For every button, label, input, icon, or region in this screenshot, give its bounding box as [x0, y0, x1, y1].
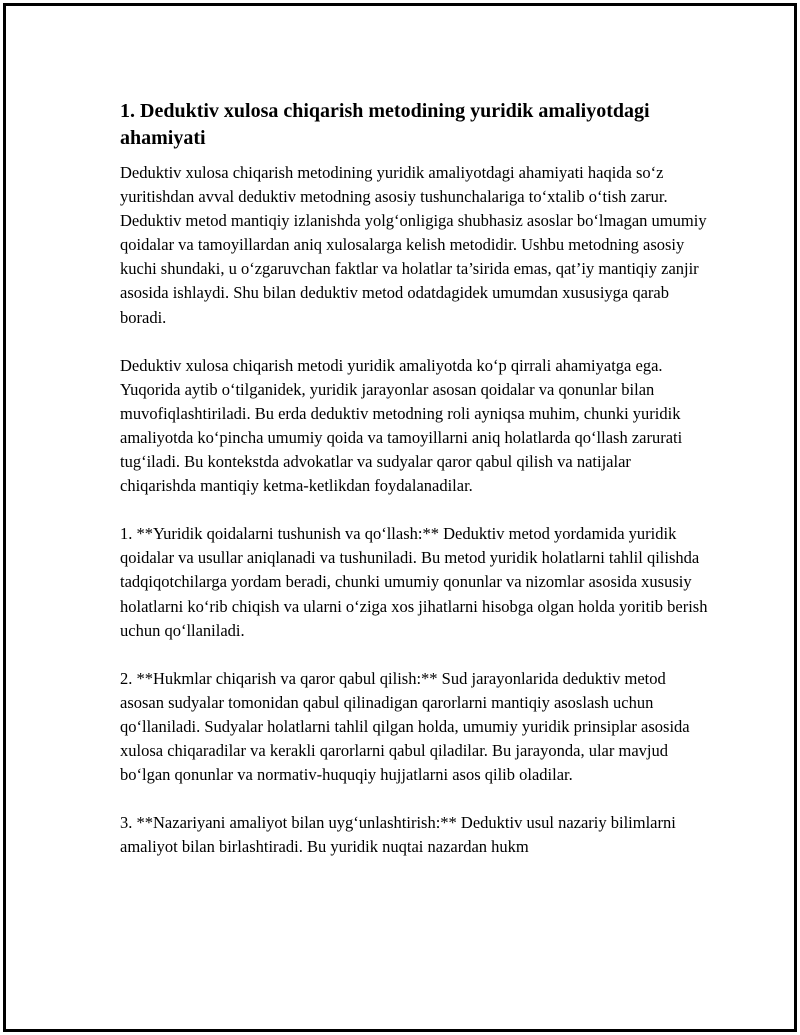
document-page — [3, 3, 797, 1032]
paragraph-point-2: 2. **Hukmlar chiqarish va qaror qabul qilish:** Sud jarayonlarida deduktiv metod asosan sudyalar tomonidan qabul qilinadigan qarorlarni mantiqiy asoslash uchun qo‘llaniladi. Sudyalar holatlarni tahlil qilgan holda, umumiy yuridik prinsiplar asosida xulosa chiqaradilar va kerakli qarorlarni qabul qiladilar. Bu jarayonda, ular mavjud bo‘lgan qonunlar va normativ-huquqiy hujjatlarni asos qilib oladilar. — [120, 668, 690, 785]
document-body — [120, 98, 710, 883]
section-heading: 1. Deduktiv xulosa chiqarish metodining yuridik amaliyotdagi ahamiyati — [120, 100, 650, 149]
paragraph-point-3: 3. **Nazariyani amaliyot bilan uyg‘unlashtirish:** Deduktiv usul nazariy bilimlarni amaliyot bilan birlashtiradi. Bu yuridik nuqtai nazardan hukm — [120, 813, 676, 857]
paragraph-significance: Deduktiv xulosa chiqarish metodi yuridik amaliyotda ko‘p qirrali ahamiyatga ega. Yuqorida aytib o‘tilganidek, yuridik jarayonlar asosan qoidalar va qonunlar bilan muvofiqlashtiriladi. Bu erda deduktiv metodning roli ayniqsa muhim, chunki yuridik amaliyotda ko‘pincha umumiy qoida va tamoyillarni aniq holatlarda qo‘llash zarurati tug‘iladi. Bu kontekstda advokatlar va sudyalar qaror qabul qilish va natijalar chiqarishda mantiqiy ketma-ketlikdan foydalanadilar. — [120, 355, 683, 496]
paragraph-intro: Deduktiv xulosa chiqarish metodining yuridik amaliyotdagi ahamiyati haqida so‘z yuritishdan avval deduktiv metodning asosiy tushunchalariga to‘xtalib o‘tish zarur. Deduktiv metod mantiqiy izlanishda yolg‘onligiga shubhasiz asoslar bo‘lmagan umumiy qoidalar va tamoyillardan aniq xulosalarga kelish metodidir. Ushbu metodning asosiy kuchi shundaki, u o‘zgaruvchan faktlar va holatlar ta’sirida emas, qat’iy mantiqiy zanjir asosida ishlaydi. Shu bilan deduktiv metod odatdagidek umumdan xususiyga qarab boradi. — [120, 163, 707, 327]
paragraph-point-1: 1. **Yuridik qoidalarni tushunish va qo‘llash:** Deduktiv metod yordamida yuridik qoidalar va usullar aniqlanadi va tushuniladi. Bu metod yuridik holatlarni tahlil qilishda tadqiqotchilarga yordam beradi, chunki umumiy qonunlar va nizomlar asosida xususiy holatlarni ko‘rib chiqish va ularni o‘ziga xos jihatlarni hisobga olgan holda yoritib berish uchun qo‘llaniladi. — [120, 524, 708, 640]
